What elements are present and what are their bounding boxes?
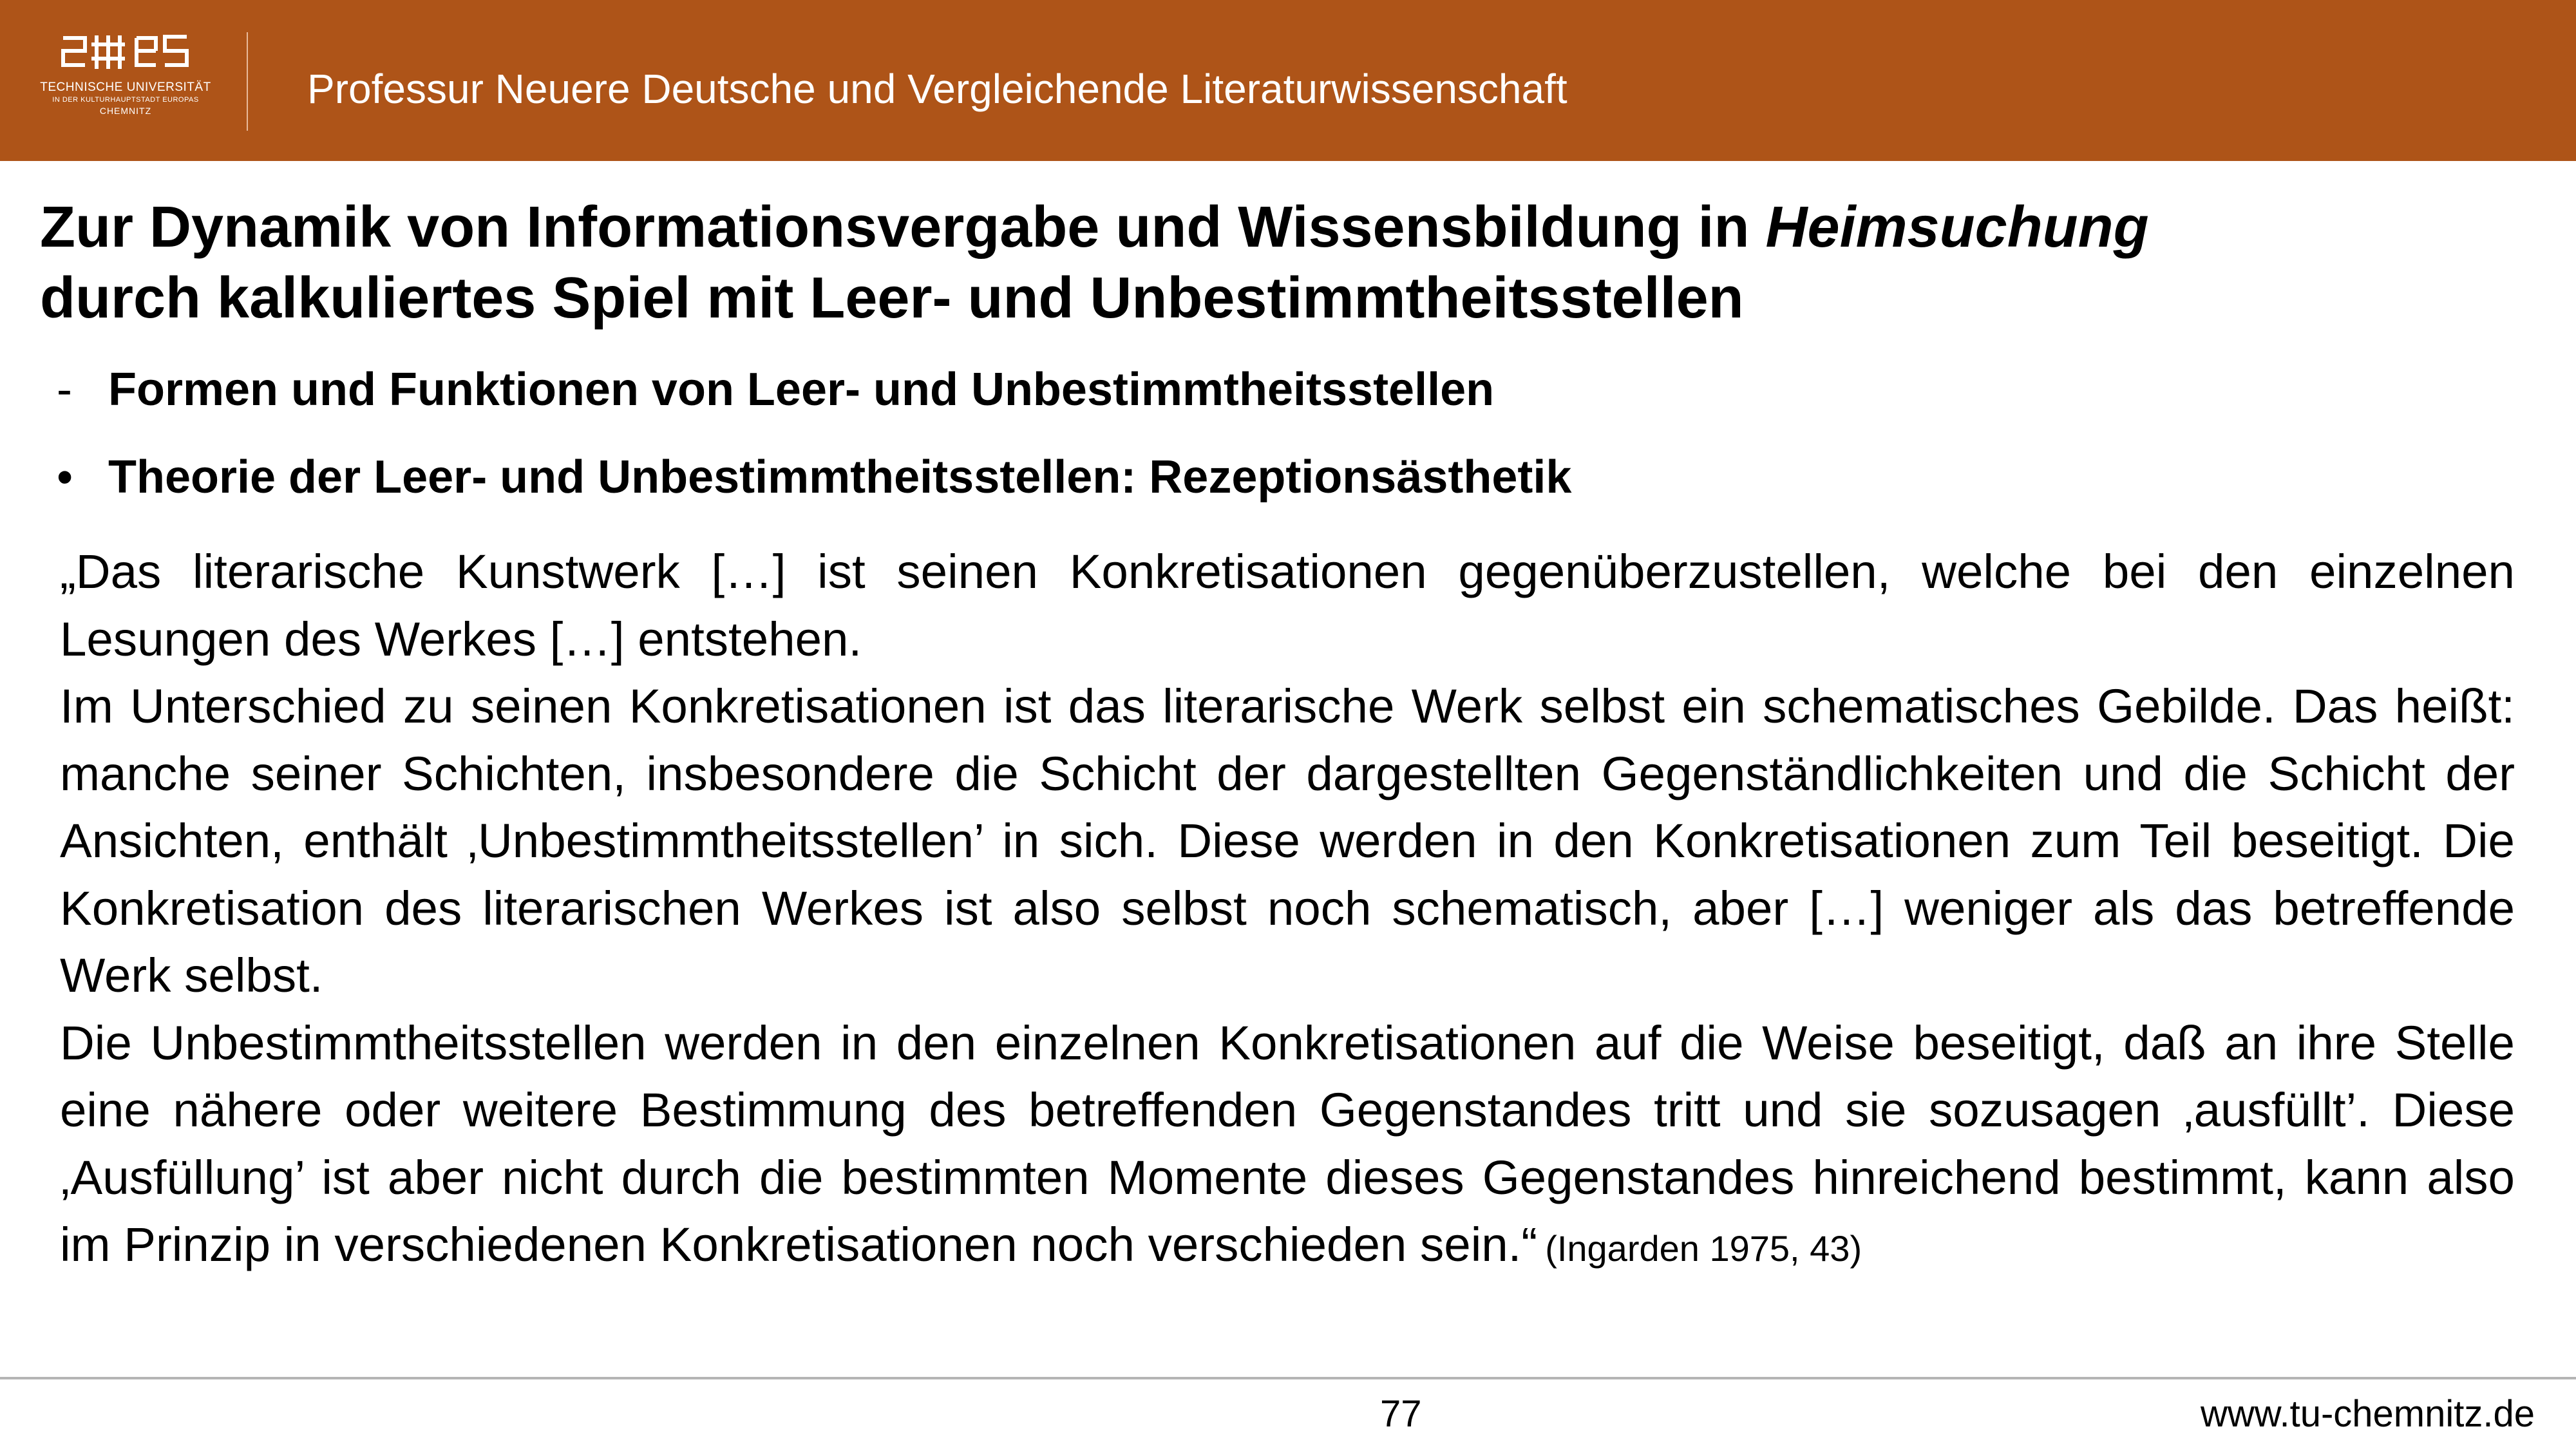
logo-line-university: TECHNISCHE UNIVERSITÄT: [40, 80, 211, 94]
quote-paragraph: „Das literarische Kunstwerk […] ist seinen Konkretisationen gegenüberzustellen, welche bei den einzelnen Lesungen des Werkes […] entstehen.: [60, 545, 2515, 666]
bullet-marker-icon: •: [57, 451, 73, 503]
title-part-2: durch kalkuliertes Spiel mit Leer- und Unbestimmtheitsstellen: [40, 266, 1744, 330]
website-link[interactable]: www.tu-chemnitz.de: [2201, 1393, 2535, 1435]
university-logo: [35, 29, 216, 135]
logo-line-city: CHEMNITZ: [99, 106, 152, 116]
tu-chemnitz-logo-icon: [58, 29, 193, 74]
bullet-text: Formen und Funktionen von Leer- und Unbestimmtheitsstellen: [108, 364, 1495, 415]
bullet-item: [57, 361, 1494, 419]
title-part-1: Zur Dynamik von Informationsvergabe und Wissensbildung in: [40, 195, 1766, 260]
logo-line-capital: IN DER KULTURHAUPTSTADT EUROPAS: [52, 96, 199, 104]
bullet-text: Theorie der Leer- und Unbestimmtheitsstellen: Rezeptionsästhetik: [108, 451, 1572, 503]
ingarden-quote: [60, 538, 2515, 1283]
header-bar: [0, 0, 2576, 161]
quote-paragraph: [60, 1010, 2515, 1283]
department-name: Professur Neuere Deutsche und Vergleichende Literaturwissenschaft: [307, 66, 1567, 112]
quote-paragraph-text: Die Unbestimmtheitsstellen werden in den einzelnen Konkretisationen auf die Weise beseitigt, daß an ihre Stelle eine nähere oder weitere Bestimmung des betreffenden Gegenstandes tritt und sie sozusagen ‚ausfüllt’. Diese ‚Ausfüllung’ ist aber nicht durch die bestimmten Momente dieses Gegenstandes hinreichend bestimmt, kann also im Prinzip in verschiedenen Konkretisationen noch verschieden sein.“: [60, 1016, 2515, 1271]
footer-rule: [0, 1377, 2576, 1379]
bullet-item: [57, 448, 1571, 506]
quote-paragraph: Im Unterschied zu seinen Konkretisationen ist das literarische Werk selbst ein schematisches Gebilde. Das heißt: manche seiner Schichten, insbesondere die Schicht der dargestellten Gegenständlichkeiten und die Schicht der Ansichten, enthält ‚Unbestimmtheitsstellen’ in sich. Diese werden in den Konkretisationen zum Teil beseitigt. Die Konkretisation des literarischen Werkes ist also selbst noch schematisch, aber […] weniger als das betreffende Werk selbst.: [60, 679, 2515, 1002]
header-divider: [247, 32, 248, 131]
title-italic-work: Heimsuchung: [1765, 195, 2149, 260]
page-number: 77: [1380, 1393, 1422, 1435]
dash-marker-icon: -: [57, 364, 72, 415]
citation: (Ingarden 1975, 43): [1545, 1228, 1862, 1269]
slide-title: [40, 192, 2526, 334]
